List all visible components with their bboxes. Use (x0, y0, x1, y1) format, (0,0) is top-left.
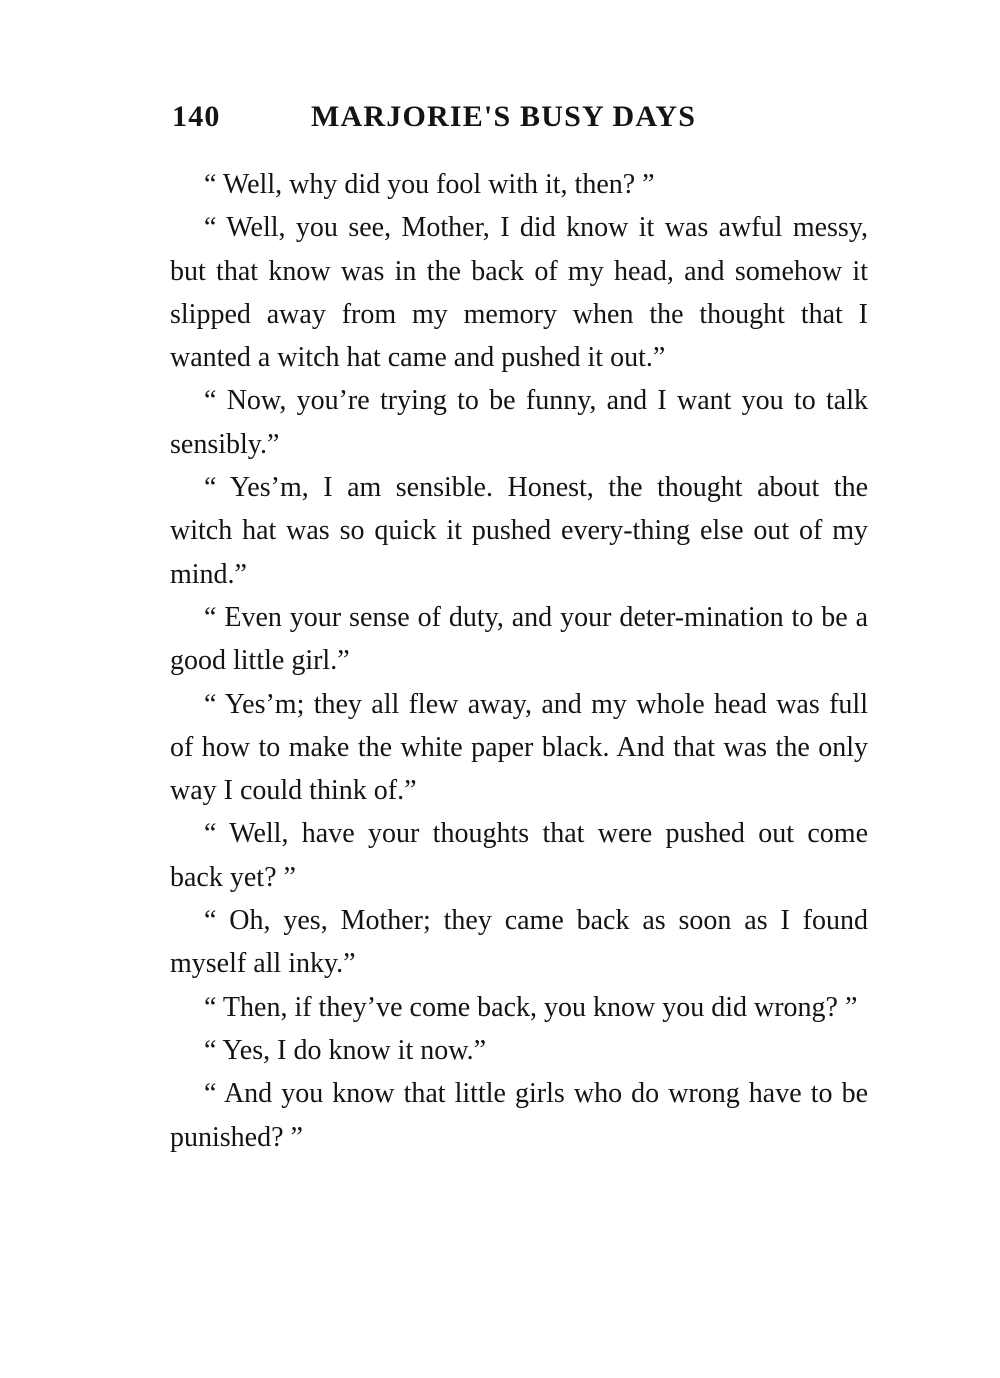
paragraph: “ Yes, I do know it now.” (204, 1034, 487, 1066)
page-number: 140 (172, 100, 221, 133)
body-text (170, 163, 868, 1159)
paragraph: “ Well, why did you fool with it, then? ” (204, 169, 655, 200)
paragraph: “ Even your sense of duty, and your deter-mination to be a good little girl.” (170, 601, 868, 677)
paragraph: “ Well, you see, Mother, I did know it was awful messy, but that know was in the back of my head, and somehow it slipped away from my memory when the thought that I wanted a witch hat came and pushed it out.” (170, 212, 868, 374)
running-title: MARJORIE'S BUSY DAYS (311, 100, 697, 133)
paragraph: “ Yes’m; they all flew away, and my whole head was full of how to make the white paper black. And that was the only way I could think of.” (170, 688, 868, 807)
paragraph: “ Well, have your thoughts that were pushed out come back yet? ” (170, 818, 868, 893)
paragraph: “ Oh, yes, Mother; they came back as soon as I found myself all inky.” (170, 905, 868, 980)
page-header (172, 100, 872, 144)
paragraph: “ Yes’m, I am sensible. Honest, the thought about the witch hat was so quick it pushed every-thing else out of my mind.” (170, 472, 868, 590)
paragraph: “ Now, you’re trying to be funny, and I want you to talk sensibly.” (170, 385, 868, 460)
paragraph: “ Then, if they’ve come back, you know you did wrong? ” (204, 991, 858, 1023)
paragraph: “ And you know that little girls who do wrong have to be punished? ” (170, 1078, 868, 1153)
